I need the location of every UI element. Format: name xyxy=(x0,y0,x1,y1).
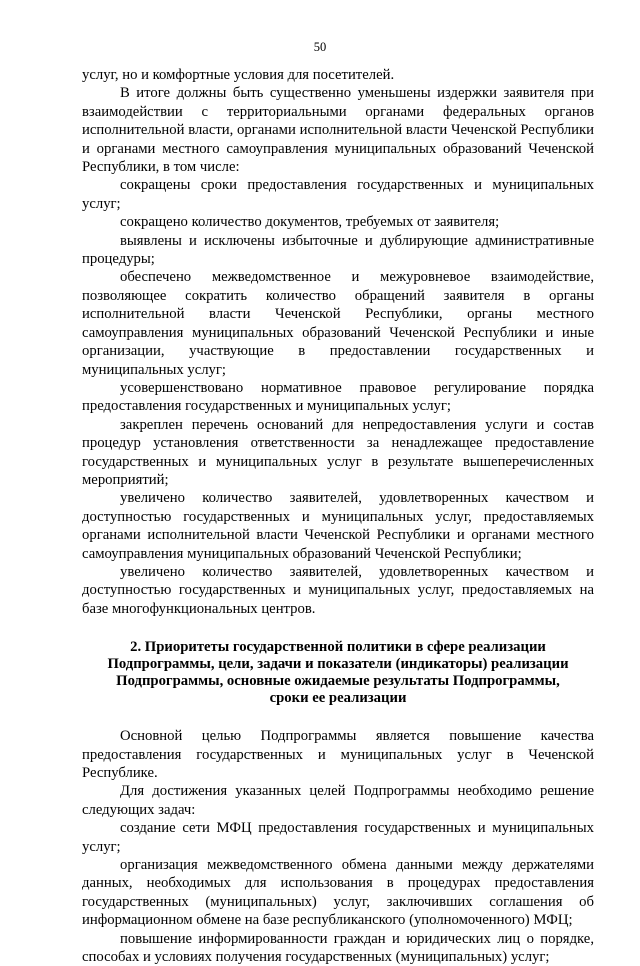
paragraphs-before-heading xyxy=(82,66,594,618)
paragraph: Основной целью Подпрограммы является повышение качества предоставления государственных и муниципальных услуг в Чеченской Республике. xyxy=(82,728,594,781)
list-item: сокращено количество документов, требуемых от заявителя; xyxy=(120,214,500,231)
section-heading-line: Подпрограммы, основные ожидаемые результаты Подпрограммы, xyxy=(116,673,560,690)
list-item: выявлены и исключены избыточные и дублирующие административные процедуры; xyxy=(82,232,594,268)
paragraph: Для достижения указанных целей Подпрограммы необходимо решение следующих задач: xyxy=(82,783,594,818)
paragraphs-after-heading xyxy=(82,727,594,966)
list-item: организация межведомственного обмена данными между держателями данных, необходимых для использования в процедурах предоставления государственных (муниципальных) услуг, заключивших соглашения об информационном обмене на базе республиканского (уполномоченного) МФЦ; xyxy=(82,857,594,929)
section-heading xyxy=(82,639,594,707)
list-item: усовершенствовано нормативное правовое регулирование порядка предоставления государственных и муниципальных услуг; xyxy=(82,379,594,415)
section-heading-line: сроки ее реализации xyxy=(269,690,407,707)
list-item: увеличено количество заявителей, удовлетворенных качеством и доступностью государственных и муниципальных услуг, предоставляемых на базе многофункциональных центров. xyxy=(82,563,594,617)
page-number: 50 xyxy=(313,40,327,54)
section-heading-line: Подпрограммы, цели, задачи и показатели (индикаторы) реализации xyxy=(107,656,569,673)
document-body xyxy=(82,66,594,966)
list-item: обеспечено межведомственное и межуровневое взаимодействие, позволяющее сократить количество обращений заявителя в органы исполнительной власти Чеченской Республики, органы местного самоуправления муниципальных образований Чеченской Республики и иные организации, участвующие в предоставлении государственных и муниципальных услуг; xyxy=(82,269,594,378)
list-item: повышение информированности граждан и юридических лиц о порядке, способах и условиях получения государственных (муниципальных) услуг; xyxy=(82,930,594,966)
list-item: создание сети МФЦ предоставления государственных и муниципальных услуг; xyxy=(82,820,594,855)
list-item: сокращены сроки предоставления государственных и муниципальных услуг; xyxy=(82,177,594,212)
paragraph: В итоге должны быть существенно уменьшены издержки заявителя при взаимодействии с территориальными органами федеральных органов исполнительной власти, органами исполнительной власти Чеченской Республики и органами местного самоуправления муниципальных образований Чеченской Республики, в том числе: xyxy=(82,85,594,176)
list-item: закреплен перечень оснований для непредоставления услуги и состав процедур установления ответственности за ненадлежащее предоставление государственных и муниципальных услуг в результате вышеперечисленных мероприятий; xyxy=(82,416,594,488)
list-item: увеличено количество заявителей, удовлетворенных качеством и доступностью государственных и муниципальных услуг, предоставляемых органами исполнительной власти Чеченской Республики и органами местного самоуправления муниципальных образований Чеченской Республики; xyxy=(82,490,594,562)
section-heading-line: 2. Приоритеты государственной политики в сфере реализации xyxy=(130,639,546,656)
paragraph: услуг, но и комфортные условия для посетителей. xyxy=(82,67,395,83)
